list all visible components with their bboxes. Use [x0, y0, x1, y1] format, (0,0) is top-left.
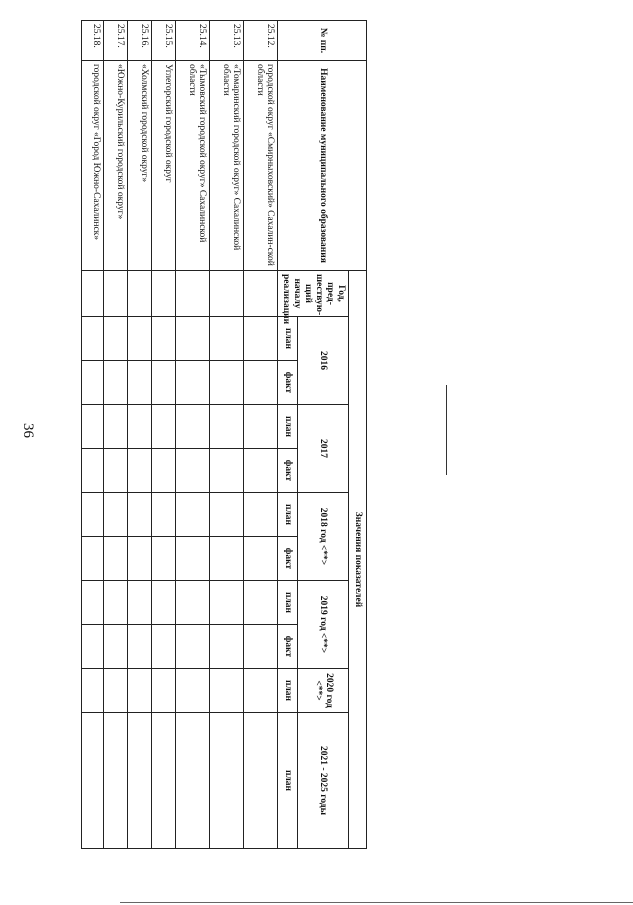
header-year-2017: 2017	[297, 405, 348, 493]
row-name: городской округ «Город Южно-Сахалинск»	[82, 61, 104, 271]
row-name: городской округ «Смирныховский» Сахалин-ской области	[244, 61, 278, 271]
header-plan: план	[278, 405, 297, 449]
indicators-table	[81, 20, 367, 849]
row-name: «Томаринский городской округ» Сахалинской области	[210, 61, 244, 271]
header-year-2016: 2016	[297, 317, 348, 405]
header-plan: план	[278, 669, 297, 713]
table-row	[244, 21, 278, 849]
header-year-2018: 2018 год <**>	[297, 493, 348, 581]
header-plan: план	[278, 317, 297, 361]
row-name: «Холмский городской округ»	[128, 61, 152, 271]
header-fact: факт	[278, 449, 297, 493]
table-row	[128, 21, 152, 849]
row-name: «Тымовский городской округ» Сахалинской области	[176, 61, 210, 271]
row-number: 25.18.	[82, 21, 104, 61]
header-fact: факт	[278, 625, 297, 669]
table-row	[176, 21, 210, 849]
row-number: 25.14.	[176, 21, 210, 61]
header-year-2021-2025: 2021 - 2025 годы	[297, 713, 348, 849]
header-name: Наименование муниципального образования	[278, 61, 367, 271]
row-name: «Южно-Курильский городской округ»	[104, 61, 128, 271]
header-plan: план	[278, 493, 297, 537]
rotated-table-wrapper	[87, 20, 367, 848]
table-row	[152, 21, 176, 849]
scan-line-mark	[446, 385, 447, 475]
header-year-pred: Год, пред-шествую-щий началу реализации	[278, 271, 349, 317]
scan-line-bottom	[120, 902, 633, 903]
page-number: 36	[20, 423, 36, 438]
row-number: 25.16.	[128, 21, 152, 61]
row-number: 25.12.	[244, 21, 278, 61]
header-values: Значения показателей	[349, 271, 367, 849]
table-row	[210, 21, 244, 849]
table-row	[104, 21, 128, 849]
row-number: 25.15.	[152, 21, 176, 61]
row-number: 25.13.	[210, 21, 244, 61]
row-number: 25.17.	[104, 21, 128, 61]
header-plan: план	[278, 581, 297, 625]
header-year-2019: 2019 год <**>	[297, 581, 348, 669]
header-fact: факт	[278, 361, 297, 405]
table-row	[82, 21, 104, 849]
row-name: Углегорский городской округ	[152, 61, 176, 271]
header-no: № пп.	[278, 21, 367, 61]
header-fact: факт	[278, 537, 297, 581]
header-plan: план	[278, 713, 297, 849]
header-year-2020: 2020 год <**>	[297, 669, 348, 713]
